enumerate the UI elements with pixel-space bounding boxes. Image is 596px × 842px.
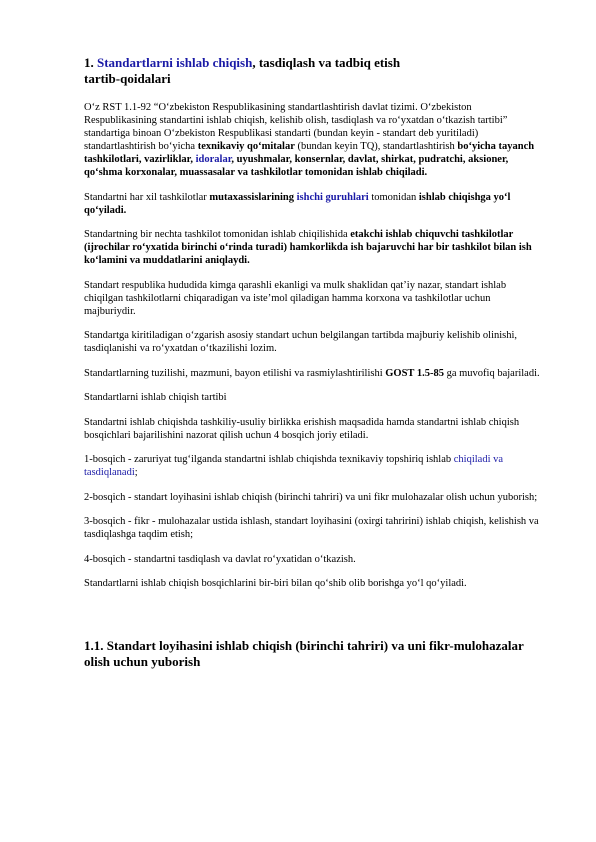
text: ; [134,467,138,478]
link-idoralar[interactable]: idoralar [195,154,232,165]
heading-link-standards[interactable]: Standartlarni ishlab chiqish [97,55,253,70]
paragraph-3 [84,228,544,267]
bold-text: texnikaviy qo‘mitalar [197,141,295,152]
paragraph-11: 3-bosqich - fikr - mulohazalar ustida ishlash, standart loyihasini (oxirgi tahririni) ishlab chiqish, kelishish va tasdiqlashga taqdim etish; [84,516,539,540]
paragraph-5: Standartga kiritiladigan o‘zgarish asosiy standart uchun belgilangan tartibda majburiy kelishib olinishi, tasdiqlanishi va ro‘yxatdan o‘tkazilishi lozim. [84,330,518,354]
bold-text: mutaxassislarining [209,191,297,203]
heading-text-line2: tartib-qoidalari [84,71,171,86]
paragraph-10: 2-bosqich - standart loyihasini ishlab chiqish (birinchi tahriri) va uni fikr mulohazalar olish uchun yuborish; [84,491,538,503]
text: 1-bosqich - zaruriyat tug‘ilganda standartni ishlab chiqishda texnikaviy topshiriq ishlab [84,454,454,465]
section-heading-1-1: 1.1. Standart loyihasini ishlab chiqish (birinchi tahriri) va uni fikr-mulohazalar olish uchun yuborish [84,637,524,669]
bold-text: GOST 1.5-85 [385,367,444,379]
section-heading-1 [84,55,544,87]
paragraph-13: Standartlarni ishlab chiqish bosqichlarini bir-biri bilan qo‘shib olib borishga yo‘l qo‘yiladi. [84,578,467,589]
text: Standartni har xil tashkilotlar [84,191,210,203]
link-developed-approved[interactable]: chiqiladi va tasdiqlanadi [84,454,504,478]
paragraph-9 [84,453,544,479]
paragraph-8: Standartni ishlab chiqishda tashkiliy-usuliy birlikka erishish maqsadida hamda standartni ishlab chiqish bosqichlari bajarilishini nazorat qilish uchun 4 bosqich joriy etiladi. [84,416,520,441]
text: Standartlarning tuzilishi, mazmuni, bayon etilishi va rasmiylashtirilishi [84,367,386,379]
heading-text: , tasdiqlash va tadbiq etish [252,55,401,70]
bold-text: ishlab chiqishga yo‘l qo‘yiladi. [84,191,511,216]
bold-text: bo‘yicha tayanch tashkilotlari, vazirliklar, [84,141,535,165]
text: ga muvofiq bajariladi. [443,367,540,379]
paragraph-12: 4-bosqich - standartni tasdiqlash va davlat ro‘yxatidan o‘tkazish. [84,553,356,565]
bold-text: etakchi ishlab chiquvchi tashkilotlar (ijrochilar ro‘yxatida birinchi o‘rinda turadi) hamkorlikda ish bajaruvchi har bir tashkilot bilan ish ko‘lamini va muddatlarini aniqlaydi. [84,229,532,266]
paragraph-7: Standartlarni ishlab chiqish tartibi [84,392,227,403]
heading-number: 1. [84,55,97,70]
link-working-groups[interactable]: ishchi guruhlari [296,191,369,203]
text: O‘z RST 1.1-92 “O‘zbekiston Respublikasining standartlashtirish davlat tizimi. O‘zbekiston Respublikasining standartini ishlab chiqish, kelishib olish, tasdiqlash va ro‘yxatdan o‘tkazish tartibi” standartiga binoan O‘zbekiston Respublikasi standarti (bundan keyin - standart deb yuritiladi) standartlashtirish bo‘yicha [84,102,508,152]
paragraph-6 [84,367,544,380]
text: Standartning bir nechta tashkilot tomonidan ishlab chiqilishida [84,229,351,240]
text: tomonidan [368,191,419,203]
paragraph-2 [84,191,544,217]
paragraph-1 [84,101,544,179]
bold-text: , uyushmalar, konsernlar, davlat, shirkat, pudratchi, aksioner, qo‘shma korxonalar, muassasalar va tashkilotlar tomonidan ishlab chiqiladi. [84,154,509,178]
spacer [84,602,544,638]
paragraph-4: Standart respublika hududida kimga qarashli ekanligi va mulk shaklidan qat’iy nazar, standart ishlab chiqilgan tashkilotlarni chiqaradigan va iste’mol qiladigan hamma korxona va tashkilotlar uchun majburiydir. [84,279,507,317]
text: (bundan keyin TQ), standartlashtirish [294,141,458,152]
